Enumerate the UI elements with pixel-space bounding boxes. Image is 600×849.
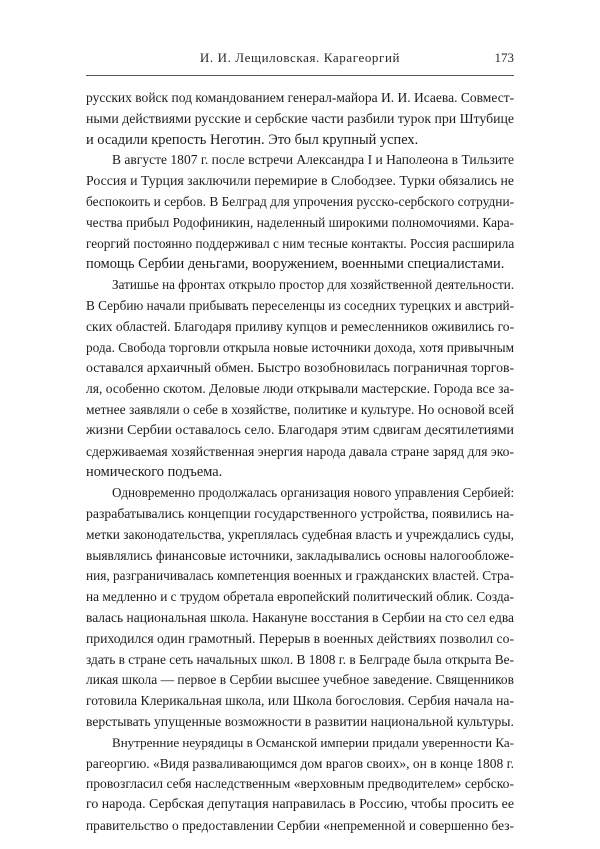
text-line: номического подъема. bbox=[86, 464, 223, 481]
text-line: ских областей. Благодаря приливу купцов и ремесленников оживились го- bbox=[86, 318, 515, 334]
text-line: ликая школа — первое в Сербии высшее учебное заведение. Священников bbox=[86, 672, 514, 688]
text-line: валась национальная школа. Накануне восстания в Сербии на сто сел едва bbox=[86, 609, 514, 625]
text-line: ля, особенно скотом. Деловые люди открывали мастерские. Города все за- bbox=[86, 381, 514, 397]
text-line: Одновременно продолжалась организация нового управления Сербией: bbox=[112, 485, 515, 501]
text-line: беспокоить и сербов. В Белград для упрочения русско-сербского сотрудни- bbox=[86, 193, 515, 209]
text-line: рагеоргию. «Видя разваливающимся дом врагов своих», он в конце 1808 г. bbox=[86, 755, 514, 771]
text-line: георгий постоянно поддерживал с ним тесные контакты. Россия расширила bbox=[86, 235, 515, 251]
text-line: жизни Сербии оставалось село. Благодаря этим сдвигам десятилетиями bbox=[86, 422, 515, 438]
text-line: сдерживаемая хозяйственная энергия народа давала стране заряд для эко- bbox=[86, 443, 514, 459]
text-line: верстывать упущенные возможности в развитии национальной культуры. bbox=[86, 713, 514, 729]
text-line: метнее заявляли о себе в хозяйстве, политике и культуре. Но основой всей bbox=[86, 401, 514, 417]
header-rule bbox=[86, 75, 514, 76]
text-line: выявлялись финансовые источники, закладывались основы налогообложе- bbox=[86, 547, 514, 563]
text-line: разрабатывались концепции государственного устройства, появились на- bbox=[86, 505, 514, 521]
page-header bbox=[86, 50, 514, 72]
text-line: Затишье на фронтах открыло простор для хозяйственной деятельности. bbox=[112, 277, 515, 293]
page-number: 173 bbox=[494, 50, 514, 65]
text-line: и осадили крепость Неготин. Это был крупный успех. bbox=[86, 131, 419, 148]
text-line: чества прибыл Родофиникин, наделенный широкими полномочиями. Кара- bbox=[86, 214, 514, 230]
body-text bbox=[86, 88, 514, 837]
text-line: помощь Сербии деньгами, вооружением, военными специалистами. bbox=[86, 256, 505, 273]
running-head: И. И. Лещиловская. Карагеоргий bbox=[199, 50, 401, 65]
text-line: В Сербию начали прибывать переселенцы из соседних турецких и австрий- bbox=[86, 297, 515, 313]
text-line: метки законодательства, укреплялась судебная власть и учреждались суды, bbox=[86, 526, 515, 542]
text-line: правительство о предоставлении Сербии «непременной и совершенно без- bbox=[86, 817, 514, 833]
text-line: Россия и Турция заключили перемирие в Слободзее. Турки обязались не bbox=[86, 173, 514, 189]
text-line: рода. Свобода торговли открыла новые источники дохода, хотя привычным bbox=[86, 339, 514, 355]
text-line: провозгласил себя наследственным «верховным предводителем» сербско- bbox=[86, 776, 514, 792]
text-line: Внутренние неурядицы в Османской империи придали уверенности Ка- bbox=[112, 734, 514, 750]
text-line: готовила Клерикальная школа, или Школа богословия. Сербия начала на- bbox=[86, 693, 514, 709]
text-line: оставался архаичный обмен. Быстро возобновилась пограничная торгов- bbox=[86, 360, 515, 376]
text-line: здать в стране сеть начальных школ. В 1808 г. в Белграде была открыта Ве- bbox=[86, 651, 515, 667]
text-line: русских войск под командованием генерал-майора И. И. Исаева. Совмест- bbox=[86, 90, 515, 105]
text-line: го народа. Сербская депутация направилась в Россию, чтобы просить ее bbox=[86, 797, 514, 813]
text-line: В августе 1807 г. после встречи Александра I и Наполеона в Тильзите bbox=[112, 152, 514, 168]
text-line: ния, разграничивалась компетенция военных и гражданских властей. Стра- bbox=[86, 568, 514, 584]
text-line: на медленно и с трудом обретала европейский политический облик. Созда- bbox=[86, 589, 514, 605]
text-line: ными действиями русские и сербские части разбили турок при Штубице bbox=[86, 110, 515, 126]
text-line: приходился один грамотный. Перерыв в военных действиях позволил со- bbox=[86, 630, 514, 646]
